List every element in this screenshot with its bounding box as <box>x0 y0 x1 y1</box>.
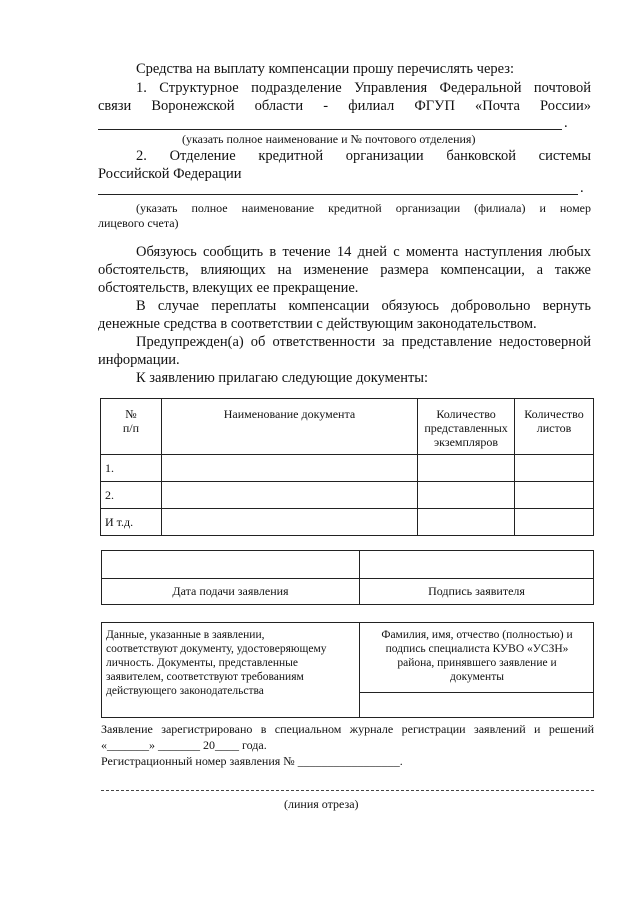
documents-table <box>100 398 594 536</box>
registration-number-line: Регистрационный номер заявления № _________________. <box>101 754 403 768</box>
col-number-header <box>101 399 162 455</box>
col-document-name-header <box>161 399 417 455</box>
col-number-line2: п/п <box>122 421 139 435</box>
date-input-area[interactable] <box>102 551 359 578</box>
col-sheets-line1: Количество <box>524 407 584 421</box>
item1-line1: 1. Структурное подразделение Управления Федеральной почтовой <box>136 80 591 96</box>
document-name-cell[interactable] <box>161 455 417 482</box>
item2-hint-line2: лицевого счета) <box>98 216 179 230</box>
date-label: Дата подачи заявления <box>172 584 289 598</box>
attachments-intro: К заявлению прилагаю следующие документы: <box>136 370 429 386</box>
signature-label: Подпись заявителя <box>428 584 525 598</box>
col-copies-header <box>418 399 515 455</box>
specialist-line1: Фамилия, имя, отчество (полностью) и <box>381 629 573 641</box>
table-row <box>101 482 594 509</box>
specialist-info-label <box>362 628 592 684</box>
documents-table-header <box>101 399 594 455</box>
item1-hint: (указать полное наименование и № почтового отделения) <box>182 132 476 146</box>
col-sheets-header <box>515 399 594 455</box>
item1-post-office-field[interactable] <box>98 129 562 130</box>
warning-line2: информации. <box>98 352 180 368</box>
registration-line1: Заявление зарегистрировано в специальном журнале регистрации заявлений и решений <box>101 722 594 736</box>
document-name-cell[interactable] <box>161 482 417 509</box>
item1-line2: связи Воронежской области - филиал ФГУП «Почта России» <box>98 98 591 114</box>
specialist-line2: подпись специалиста КУВО «УСЗН» <box>385 643 569 655</box>
cut-line <box>101 790 594 791</box>
item2-end-mark: . <box>580 180 584 196</box>
sheets-cell[interactable] <box>515 509 594 536</box>
cut-line-label: (линия отреза) <box>284 797 359 811</box>
item2-hint-line1: (указать полное наименование кредитной организации (филиала) и номер <box>136 201 591 215</box>
item2-line2: Российской Федерации <box>98 166 242 182</box>
document-name-cell[interactable] <box>161 509 417 536</box>
col-document-name-label: Наименование документа <box>223 407 356 421</box>
registration-date-line: «_______» _______ 20____ года. <box>101 738 267 752</box>
col-copies-line3: экземпляров <box>434 435 499 449</box>
table-row <box>101 509 594 536</box>
overpayment-line1: В случае переплаты компенсации обязуюсь добровольно вернуть <box>136 298 591 314</box>
specialist-line4: документы <box>450 671 504 683</box>
overpayment-line2: денежные средства в соответствии с действующим законодательством. <box>98 316 537 332</box>
obligation-line2: обстоятельств, влияющих на изменение размера компенсации, а также <box>98 262 591 278</box>
row-number: 2. <box>101 482 162 509</box>
specialist-signature-area[interactable] <box>360 693 593 717</box>
payment-intro: Средства на выплату компенсации прошу перечислять через: <box>136 61 515 77</box>
copies-cell[interactable] <box>418 509 515 536</box>
item2-bank-field[interactable] <box>98 194 578 195</box>
obligation-line3: обстоятельств, влекущих ее прекращение. <box>98 280 359 296</box>
verification-box <box>101 622 594 718</box>
verification-line1: Данные, указанные в заявлении, <box>106 629 265 641</box>
sheets-cell[interactable] <box>515 482 594 509</box>
sheets-cell[interactable] <box>515 455 594 482</box>
warning-line1: Предупрежден(а) об ответственности за представление недостоверной <box>136 334 591 350</box>
verification-statement <box>106 628 356 698</box>
obligation-line1: Обязуюсь сообщить в течение 14 дней с момента наступления любых <box>136 244 591 260</box>
col-copies-line2: представленных <box>424 421 508 435</box>
item1-end-mark: . <box>564 115 568 131</box>
item2-line1: 2. Отделение кредитной организации банковской системы <box>136 148 591 164</box>
col-number-line1: № <box>125 407 137 421</box>
copies-cell[interactable] <box>418 455 515 482</box>
row-number: И т.д. <box>101 509 162 536</box>
specialist-line3: района, принявшего заявление и <box>397 657 557 669</box>
col-copies-line1: Количество <box>436 407 496 421</box>
signature-input-area[interactable] <box>360 551 593 578</box>
table-row <box>101 455 594 482</box>
verification-line4: заявителем, соответствуют требованиям <box>106 671 304 683</box>
date-signature-rule <box>102 578 593 579</box>
verification-line2: соответствуют документу, удостоверяющему <box>106 643 327 655</box>
row-number: 1. <box>101 455 162 482</box>
copies-cell[interactable] <box>418 482 515 509</box>
verification-line3: личность. Документы, представленные <box>106 657 298 669</box>
date-signature-box <box>101 550 594 605</box>
col-sheets-line2: листов <box>536 421 572 435</box>
verification-line5: действующего законодательства <box>106 685 264 697</box>
